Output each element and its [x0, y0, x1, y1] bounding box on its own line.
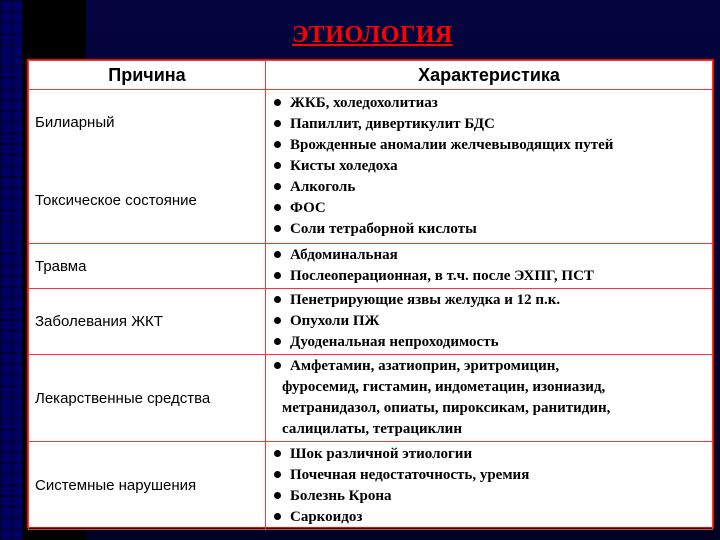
characteristic-cell	[266, 90, 713, 244]
list-item	[272, 93, 712, 114]
list-item-text: ФОС	[290, 200, 326, 216]
list-item	[272, 114, 712, 135]
list-item-text: Шок различной этиологии	[290, 445, 473, 462]
bullet-icon	[274, 225, 281, 232]
slide-title: ЭТИОЛОГИЯ	[292, 22, 453, 48]
list-item-text: Болезнь Крона	[290, 487, 392, 504]
list-item-continuation	[272, 419, 712, 440]
table-row	[29, 90, 713, 244]
bullet-icon	[274, 317, 281, 324]
list-item-text: Амфетамин, азатиоприн, эритромицин,	[290, 358, 560, 374]
characteristic-cell	[266, 244, 713, 289]
list-item	[272, 465, 712, 486]
list-item	[272, 135, 712, 156]
bullet-icon	[274, 492, 281, 499]
list-item-text: салицилаты, тетрациклин	[282, 421, 462, 437]
bullet-icon	[274, 120, 281, 127]
list-item-text: Папиллит, дивертикулит БДС	[290, 116, 495, 132]
list-item	[272, 266, 712, 287]
table-header-row	[29, 61, 713, 90]
table-row	[29, 289, 713, 355]
list-item-text: Саркоидоз	[290, 508, 363, 525]
table-row	[29, 355, 713, 442]
list-item	[272, 177, 712, 198]
bullet-icon	[274, 296, 281, 303]
bullet-icon	[274, 513, 281, 520]
list-item-text: Почечная недостаточность, уремия	[290, 466, 530, 483]
list-item-text: Дуоденальная непроходимость	[290, 334, 499, 350]
header-cause: Причина	[29, 61, 266, 90]
list-item-text: фуросемид, гистамин, индометацин, изониазид,	[282, 379, 606, 395]
bullet-icon	[274, 204, 281, 211]
characteristic-cell	[266, 289, 713, 355]
list-item-text: Алкоголь	[290, 179, 356, 195]
etiology-table	[27, 59, 714, 528]
characteristic-cell	[266, 442, 713, 530]
list-item	[272, 290, 712, 311]
bullet-icon	[274, 338, 281, 345]
decorative-grid-strip	[0, 0, 22, 540]
cause-label: Билиарный	[35, 113, 115, 131]
list-item	[272, 219, 712, 240]
list-item-continuation	[272, 398, 712, 419]
list-item-text: Пенетрирующие язвы желудка и 12 п.к.	[290, 292, 561, 308]
list-item-text: Соли тетраборной кислоты	[290, 221, 477, 237]
list-item-text: Врожденные аномалии желчевыводящих путей	[290, 137, 614, 153]
list-item-text: Послеоперационная, в т.ч. после ЭХПГ, ПСТ	[290, 268, 594, 284]
bullet-icon	[274, 183, 281, 190]
bullet-icon	[274, 162, 281, 169]
list-item	[272, 198, 712, 219]
bullet-icon	[274, 450, 281, 457]
list-item	[272, 311, 712, 332]
cause-cell: Лекарственные средства	[29, 355, 266, 442]
bullet-icon	[274, 99, 281, 106]
list-item	[272, 156, 712, 177]
list-item	[272, 507, 712, 528]
list-item	[272, 356, 712, 377]
list-item-text: метранидазол, опиаты, пироксикам, ранитидин,	[282, 400, 611, 416]
characteristic-cell	[266, 355, 713, 442]
cause-cell	[29, 90, 266, 244]
table-row	[29, 244, 713, 289]
cause-cell: Системные нарушения	[29, 442, 266, 530]
list-item-text: ЖКБ, холедохолитиаз	[290, 95, 438, 111]
list-item	[272, 332, 712, 353]
list-item-text: Кисты холедоха	[290, 158, 398, 174]
bullet-icon	[274, 251, 281, 258]
list-item-continuation	[272, 377, 712, 398]
bullet-icon	[274, 471, 281, 478]
list-item	[272, 444, 712, 465]
header-characteristic: Характеристика	[266, 61, 713, 90]
table-row	[29, 442, 713, 530]
bullet-icon	[274, 141, 281, 148]
list-item-text: Опухоли ПЖ	[290, 313, 380, 329]
cause-label: Токсическое состояние	[35, 191, 197, 209]
bullet-icon	[274, 272, 281, 279]
list-item	[272, 245, 712, 266]
list-item	[272, 486, 712, 507]
bullet-icon	[274, 362, 281, 369]
list-item-text: Абдоминальная	[290, 247, 398, 263]
cause-cell: Травма	[29, 244, 266, 289]
cause-cell: Заболевания ЖКТ	[29, 289, 266, 355]
